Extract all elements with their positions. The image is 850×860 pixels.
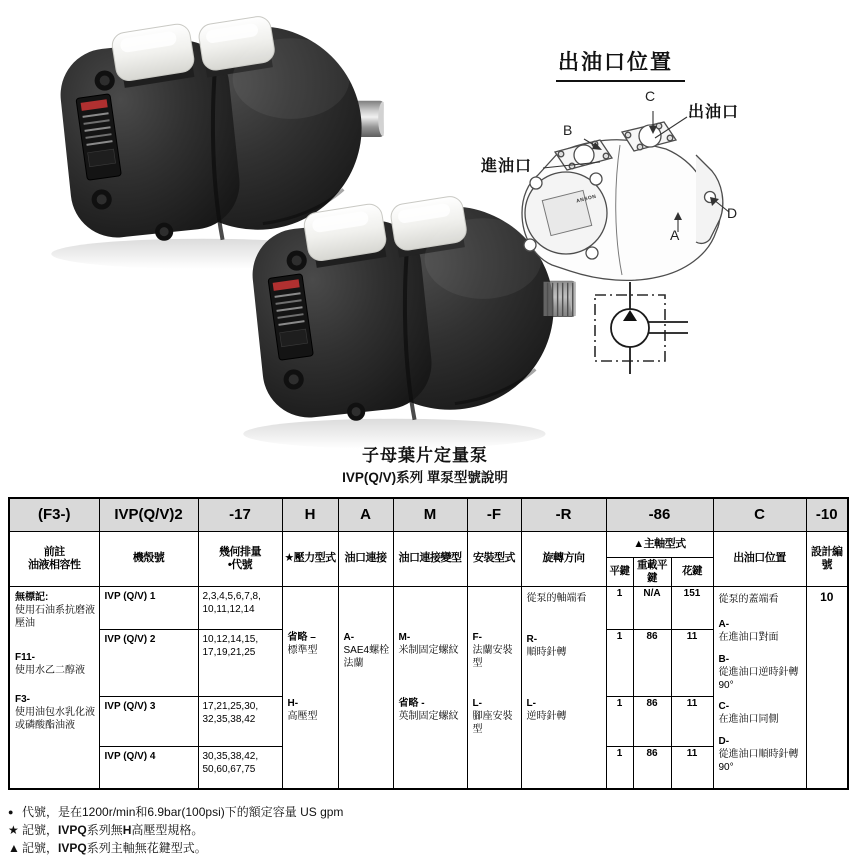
pressure-type-cell: 省略 – 標準型 H- 高壓型 bbox=[282, 586, 338, 789]
header-fluid: 前註 油液相容性 bbox=[9, 531, 99, 586]
model-name: IVP (Q/V) 2 bbox=[99, 629, 198, 696]
rotation-direction-cell: 從泵的軸端看 R- 順時針轉 L- 逆時針轉 bbox=[521, 586, 606, 789]
header-displacement: 幾何排量 •代號 bbox=[198, 531, 282, 586]
outlet-position-cell: 從泵的蓋端看 A- 在進油口對面 B- 從進油口逆時針轉90° C- 在進油口同側 D- 從進油口順時針轉90° bbox=[713, 586, 806, 789]
spline-value: 11 bbox=[671, 746, 713, 789]
code-displacement: -17 bbox=[198, 498, 282, 531]
displacement-codes: 17,21,25,30, 32,35,38,42 bbox=[198, 696, 282, 746]
code-variant: M bbox=[393, 498, 467, 531]
spline-value: 151 bbox=[671, 586, 713, 629]
model-name: IVP (Q/V) 3 bbox=[99, 696, 198, 746]
fluid-compatibility-cell: 無標記: 使用石油系抗磨液壓油 F11- 使用水乙二醇液 F3- 使用油包水乳化液或磷酸酯油液 bbox=[9, 586, 99, 789]
header-shaft-type: ▲主軸型式 bbox=[606, 531, 713, 557]
heavy-key-value: 86 bbox=[633, 696, 671, 746]
displacement-codes: 2,3,4,5,6,7,8, 10,11,12,14 bbox=[198, 586, 282, 629]
code-port: A bbox=[338, 498, 393, 531]
spline-value: 11 bbox=[671, 629, 713, 696]
port-position-d-label: D bbox=[727, 205, 738, 221]
header-variant: 油口連接變型 bbox=[393, 531, 467, 586]
hydraulic-pump-symbol bbox=[570, 278, 700, 378]
port-position-a-label: A bbox=[670, 227, 680, 243]
header-mount: 安裝型式 bbox=[467, 531, 521, 586]
note-shaft: ▲ 記號，IVPQ系列主軸無花鍵型式。 bbox=[8, 841, 207, 855]
star-icon: ★ bbox=[8, 823, 19, 837]
header-rotation: 旋轉方向 bbox=[521, 531, 606, 586]
code-design: -10 bbox=[806, 498, 848, 531]
triangle-icon: ▲ bbox=[8, 841, 20, 855]
spline-value: 11 bbox=[671, 696, 713, 746]
flat-key-value: 1 bbox=[606, 629, 633, 696]
heavy-key-value: N/A bbox=[633, 586, 671, 629]
port-position-c-label: C bbox=[645, 88, 656, 104]
diagram-title: 出油口位置 bbox=[556, 46, 685, 82]
header-pressure: ★壓力型式 bbox=[282, 531, 338, 586]
heavy-key-value: 86 bbox=[633, 629, 671, 696]
brand-text: ANSON bbox=[575, 193, 598, 205]
header-spline: 花鍵 bbox=[671, 557, 713, 586]
header-heavy-key: 重載平鍵 bbox=[633, 557, 671, 586]
outlet-port-label: 出油口 bbox=[688, 104, 740, 121]
page-subtitle: IVP(Q/V)系列 單泵型號說明 bbox=[342, 470, 508, 485]
port-position-b-label: B bbox=[563, 122, 573, 138]
header-row bbox=[9, 531, 848, 557]
displacement-codes: 30,35,38,42, 50,60,67,75 bbox=[198, 746, 282, 789]
bullet-icon: ● bbox=[8, 807, 14, 817]
inlet-port-label: 進油口 bbox=[481, 158, 533, 175]
page-title: 子母葉片定量泵 bbox=[362, 446, 488, 465]
flat-key-value: 1 bbox=[606, 696, 633, 746]
header-housing: 機殼號 bbox=[99, 531, 198, 586]
header-port: 油口連接 bbox=[338, 531, 393, 586]
model-name: IVP (Q/V) 1 bbox=[99, 586, 198, 629]
flat-key-value: 1 bbox=[606, 586, 633, 629]
header-design-number: 設計編號 bbox=[806, 531, 848, 586]
model-code-table bbox=[8, 497, 849, 790]
code-shaft: -86 bbox=[606, 498, 713, 531]
code-series: IVP(Q/V)2 bbox=[99, 498, 198, 531]
code-outlet: C bbox=[713, 498, 806, 531]
mounting-type-cell: F- 法蘭安裝型 L- 腳座安裝型 bbox=[467, 586, 521, 789]
note-displacement: ● 代號，是在1200r/min和6.9bar(100psi)下的額定容量 US gpm bbox=[8, 805, 344, 819]
model-row-1 bbox=[9, 586, 848, 629]
header-outlet-position: 出油口位置 bbox=[713, 531, 806, 586]
flat-key-value: 1 bbox=[606, 746, 633, 789]
design-number-cell: 10 bbox=[806, 586, 848, 789]
header-flat-key: 平鍵 bbox=[606, 557, 633, 586]
code-rotation: -R bbox=[521, 498, 606, 531]
code-pressure: H bbox=[282, 498, 338, 531]
model-name: IVP (Q/V) 4 bbox=[99, 746, 198, 789]
displacement-codes: 10,12,14,15, 17,19,21,25 bbox=[198, 629, 282, 696]
port-variant-cell: M- 米制固定螺紋 省略 - 英制固定螺紋 bbox=[393, 586, 467, 789]
port-connection-cell: A- SAE4螺栓法蘭 bbox=[338, 586, 393, 789]
heavy-key-value: 86 bbox=[633, 746, 671, 789]
code-mount: -F bbox=[467, 498, 521, 531]
code-f3: (F3-) bbox=[9, 498, 99, 531]
code-row bbox=[9, 498, 848, 531]
note-pressure: ★ 記號，IVPQ系列無H高壓型規格。 bbox=[8, 823, 204, 837]
